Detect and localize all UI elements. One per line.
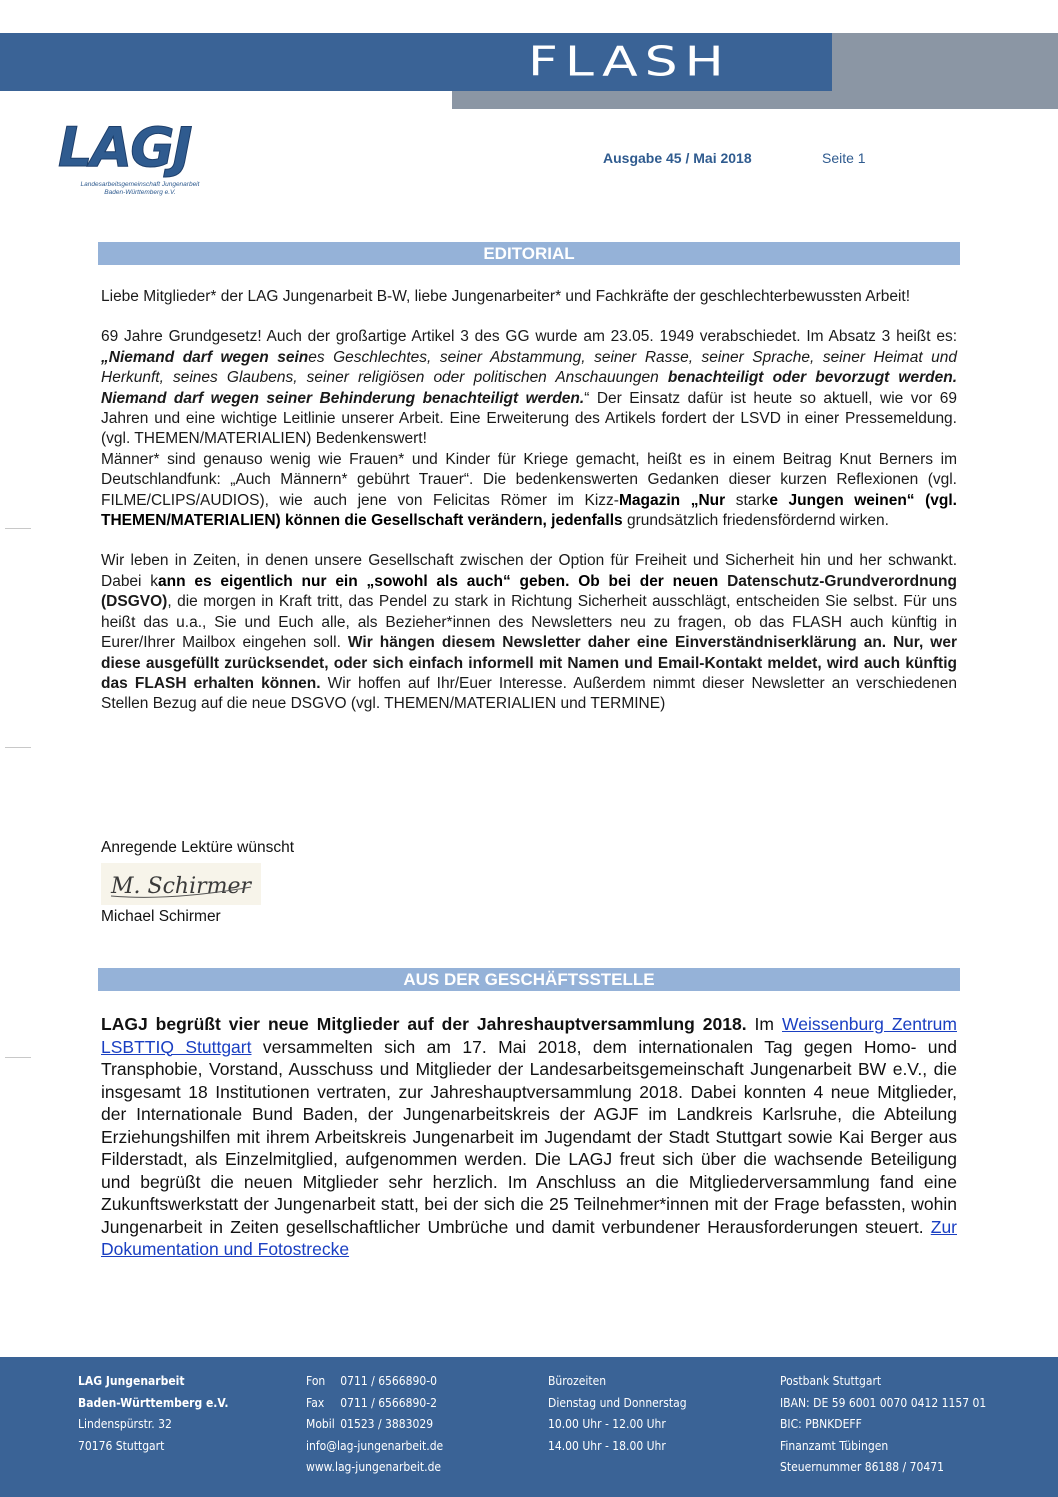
editorial-paragraph-maenner: Männer* sind genauso wenig wie Frauen* und Kinder für Kriege gemacht, heißt es in einem Beitrag Knut Berners im Deutschlandfunk: „Auch Männern* gebührt Trauer“. Die bedenkenswerten Gedanken dieser kurzen Reflexionen (vgl. FILME/CLIPS/AUDIOS), wie auch jene von Felicitas Römer im Kizz-Magazin „Nur starke Jungen weinen“ (vgl. THEMEN/MATERIALIEN) können die Gesellschaft verändern, jedenfalls grundsätzlich friedensfördernd wirken. [101, 450, 957, 530]
editorial-greeting: Liebe Mitglieder* der LAG Jungenarbeit B-W, liebe Jungenarbeiter* und Fachkräfte der geschlechterbewussten Arbeit! [101, 288, 911, 305]
footer-address: LAG Jungenarbeit Baden-Württemberg e.V. Lindenspürstr. 32 70176 Stuttgart [78, 1374, 229, 1453]
section-heading-editorial: EDITORIAL [98, 242, 960, 265]
logo-text: LAGJ [58, 116, 191, 179]
issue-label: Ausgabe 45 / Mai 2018 [603, 150, 752, 166]
news-lead: LAGJ begrüßt vier neue Mitglieder auf der Jahreshauptversammlung 2018. [101, 1014, 747, 1034]
page-footer [0, 1357, 1058, 1497]
editorial-body [101, 287, 957, 735]
svg-text:M. Schirmer: M. Schirmer [111, 874, 252, 899]
footer-website[interactable]: www.lag-jungenarbeit.de [306, 1460, 442, 1474]
footer-office-hours: Bürozeiten Dienstag und Donnerstag 10.00 Uhr - 12.00 Uhr 14.00 Uhr - 18.00 Uhr [548, 1374, 687, 1453]
editorial-paragraph-grundgesetz: 69 Jahre Grundgesetz! Auch der großartige Artikel 3 des GG wurde am 23.05. 1949 verabschiedet. Im Absatz 3 heißt es: „Niemand darf wegen seines Geschlechtes, seiner Abstammung, seiner Rasse, seiner Sprache, seiner Heimat und Herkunft, seines Glaubens, seiner religiösen oder politischen Anschauungen benachteiligt oder bevorzugt werden. Niemand darf wegen seiner Behinderung benachteiligt werden.“ Der Einsatz dafür ist heute so aktuell, wie vor 69 Jahren und eine wichtige Leitlinie unserer Arbeit. Eine Erweiterung des Artikels fordert der LSVD in einer Pressemeldung. (vgl. THEMEN/MATERIALIEN) Bedenkenswert! [101, 328, 958, 448]
margin-mark [5, 747, 31, 748]
signature-graphic [101, 863, 261, 905]
margin-mark [5, 1057, 31, 1058]
closing-text: Anregende Lektüre wünscht [101, 839, 295, 856]
logo-subtitle: Landesarbeitsgemeinschaft Jungenarbeit Baden-Württemberg e.V. [80, 181, 200, 196]
lagj-logo [58, 116, 218, 198]
newsletter-title: FLASH [528, 38, 731, 86]
page-number: Seite 1 [822, 150, 866, 166]
signature-image [101, 863, 261, 905]
section-heading-office: AUS DER GESCHÄFTSSTELLE [98, 968, 960, 991]
footer-bank: Postbank Stuttgart IBAN: DE 59 6001 0070 0412 1157 01 BIC: PBNKDEFF Finanzamt Tübingen Steuernummer 86188 / 70471 [780, 1374, 987, 1474]
link-documentation[interactable]: Zur Dokumentation und Fotostrecke [101, 1216, 957, 1259]
footer-email[interactable]: info@lag-jungenarbeit.de [306, 1438, 444, 1453]
footer-contact: Fon 0711 / 6566890-0 Fax 0711 / 6566890-2 Mobil 01523 / 3883029 info@lag-jungenarbeit.de www.lag-jungenarbeit.de [306, 1371, 443, 1479]
editorial-paragraph-dsgvo: Wir leben in Zeiten, in denen unsere Gesellschaft zwischen der Option für Freiheit und Sicherheit hin und her schwankt. Dabei kann es eigentlich nur ein „sowohl als auch“ geben. Ob bei der neuen Datenschutz-Grundverordnung (DSGVO), die morgen in Kraft tritt, das Pendel zu stark in Richtung Sicherheit ausschlägt, entscheiden Sie selbst. Für uns heißt das u.a., Sie und Euch alle, als Bezieher*innen des Newsletters neu zu fragen, ob das FLASH auch künftig in Eurer/Ihrer Mailbox eingehen soll. Wir hängen diesem Newsletter daher eine Einverständniserklärung an. Nur, wer diese ausgefüllt zurücksendet, oder sich einfach informell mit Namen und Email-Kontakt meldet, wird auch künftig das FLASH erhalten können. Wir hoffen auf Ihr/Euer Interesse. Außerdem nimmt dieser Newsletter an verschiedenen Stellen Bezug auf die neue DSGVO (vgl. THEMEN/MATERIALIEN und TERMINE) [101, 552, 957, 713]
link-weissenburg[interactable]: Weissenburg Zentrum LSBTTIQ Stuttgart [101, 1014, 957, 1057]
author-name: Michael Schirmer [101, 908, 221, 925]
margin-mark [5, 528, 31, 529]
office-news-paragraph: LAGJ begrüßt vier neue Mitglieder auf der Jahreshauptversammlung 2018. Im Weissenburg Zentrum LSBTTIQ Stuttgart versammelten sich am 17. Mai 2018, dem internationalen Tag gegen Homo- und Transphobie, Vorstand, Ausschuss und Mitglieder der Landesarbeitsgemeinschaft Jungenarbeit BW e.V., die insgesamt 18 Institutionen vertraten, zur Jahreshauptversammlung 2018. Dabei konnten 4 neue Mitglieder, der Internationale Bund Baden, der Jungenarbeitskreis der AGJF im Landkreis Karlsruhe, die Abteilung Erziehungshilfen mit ihrem Arbeitskreis Jungenarbeit im Jugendamt der Stadt Stuttgart sowie Kai Berger aus Filderstadt, als Einzelmitglied, aufgenommen werden. Die LAGJ freut sich über die wachsende Beteiligung und begrüßt die neuen Mitglieder sehr herzlich. Im Anschluss an die Mitgliederversammlung fand eine Zukunftswerkstatt der Jungenarbeit statt, bei der sich die 25 Teilnehmer*innen mit der Frage befassten, wohin Jungenarbeit in Zeiten gesellschaftlicher Umbrüche und damit verbundener Herausforderungen steuert. Zur Dokumentation und Fotostrecke [101, 1014, 957, 1259]
